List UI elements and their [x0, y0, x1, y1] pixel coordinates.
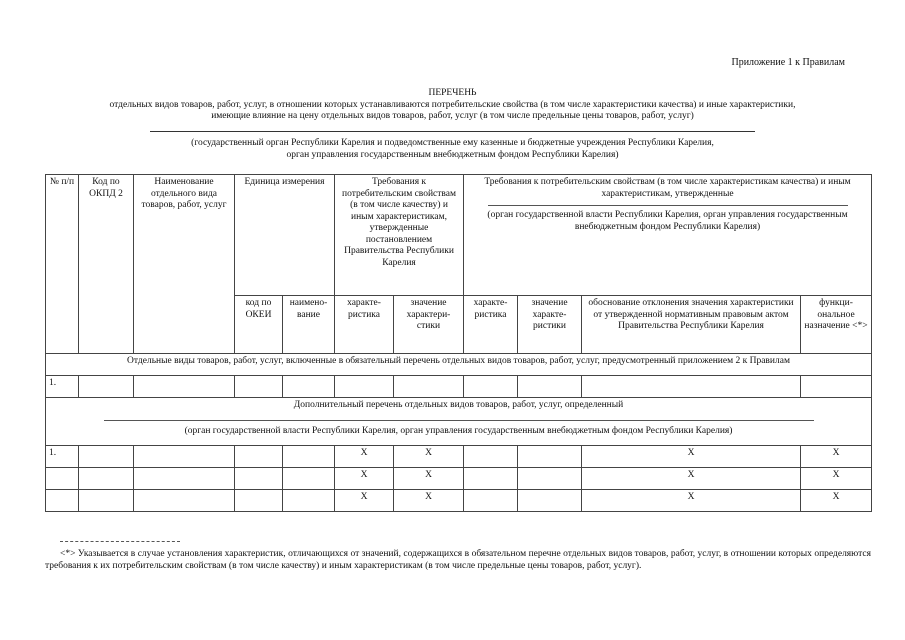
section-2-row [46, 398, 872, 446]
cell-purpose: X [801, 468, 872, 490]
cell-value-1: X [394, 468, 464, 490]
cell-purpose: X [801, 490, 872, 512]
header-req-gov: Требования к потребительским свойствам (в том числе качеству) и иным характеристикам, утвержденные постановлением Правительства Республики Карелия [335, 175, 464, 296]
table-row [46, 376, 872, 398]
section-1-title: Отдельные виды товаров, работ, услуг, включенные в обязательный перечень отдельных видов товаров, работ, услуг, предусмотренный приложением 2 к Правилам [46, 354, 872, 376]
section-2-line [104, 420, 814, 421]
header-unit-name: наимено-вание [283, 296, 335, 354]
subtitle-line-1: (государственный орган Республики Карелия и подведомственные ему казенные и бюджетные учреждения Республики Карелия, [191, 138, 714, 148]
row-num [46, 468, 79, 490]
cell-justification: X [582, 490, 801, 512]
header-char-2: характе-ристика [464, 296, 518, 354]
appendix-label: Приложение 1 к Правилам [731, 57, 845, 68]
requirements-table [45, 174, 872, 512]
header-req-org-line [488, 205, 848, 206]
header-unit-code: код по ОКЕИ [235, 296, 283, 354]
cell-char-1: X [335, 446, 394, 468]
cell-justification: X [582, 446, 801, 468]
fill-in-line [150, 131, 755, 132]
footnote-separator [60, 541, 180, 542]
cell-value-1: X [394, 490, 464, 512]
document-subtitle [0, 138, 905, 161]
table-row [46, 446, 872, 468]
header-justification: обоснование отклонения значения характеристики от утвержденной нормативным правовым актом Правительства Республики Карелия [582, 296, 801, 354]
subtitle-line-2: орган управления государственным внебюджетным фондом Республики Карелия) [286, 149, 619, 160]
header-char-1: характе-ристика [335, 296, 394, 354]
table-row [46, 490, 872, 512]
header-okpd: Код по ОКПД 2 [79, 175, 134, 354]
cell-purpose: X [801, 446, 872, 468]
footnote: <*> Указывается в случае установления характеристик, отличающихся от значений, содержащихся в обязательном перечне отдельных видов товаров, работ, услуг, в отношении которых определяются требования к их потребительским свойствам (в том числе качеству) и иным характеристикам (в том числе предельные цены товаров, работ, услуг). [45, 549, 871, 571]
header-req-org-top: Требования к потребительским свойствам (в том числе характеристикам качества) и иным характеристикам, утвержденные [484, 177, 851, 199]
section-2-cell [46, 398, 872, 446]
document-title [0, 88, 905, 123]
table-row [46, 468, 872, 490]
title-line-2: отдельных видов товаров, работ, услуг, в отношении которых устанавливаются потребительские свойства (в том числе характеристики качества) и иные характеристики, [109, 99, 796, 110]
header-row-1 [46, 175, 872, 296]
title-line-1: ПЕРЕЧЕНЬ [428, 88, 477, 98]
cell-char-1: X [335, 490, 394, 512]
header-req-org-bottom: (орган государственной власти Республики Карелия, орган управления государственным внебюджетным фондом Республики Карелия) [487, 210, 848, 232]
title-line-3: имеющие влияние на цену отдельных видов товаров, работ, услуг (в том числе предельные цены товаров, работ, услуг) [211, 111, 694, 122]
header-purpose: функци-ональное назначение <*> [801, 296, 872, 354]
header-num: № п/п [46, 175, 79, 354]
row-num [46, 490, 79, 512]
header-req-org [464, 175, 872, 296]
header-unit: Единица измерения [235, 175, 335, 296]
row-num: 1. [46, 376, 79, 398]
cell-char-1: X [335, 468, 394, 490]
section-2-subtitle: (орган государственной власти Республики Карелия, орган управления государственным внебюджетным фондом Республики Карелия) [184, 425, 733, 436]
header-name: Наименование отдельного вида товаров, работ, услуг [134, 175, 235, 354]
cell-value-1: X [394, 446, 464, 468]
header-value-2: значение характе-ристики [518, 296, 582, 354]
cell-justification: X [582, 468, 801, 490]
section-2-title: Дополнительный перечень отдельных видов товаров, работ, услуг, определенный [293, 400, 624, 410]
section-1-row [46, 354, 872, 376]
header-value-1: значение характери-стики [394, 296, 464, 354]
row-num: 1. [46, 446, 79, 468]
